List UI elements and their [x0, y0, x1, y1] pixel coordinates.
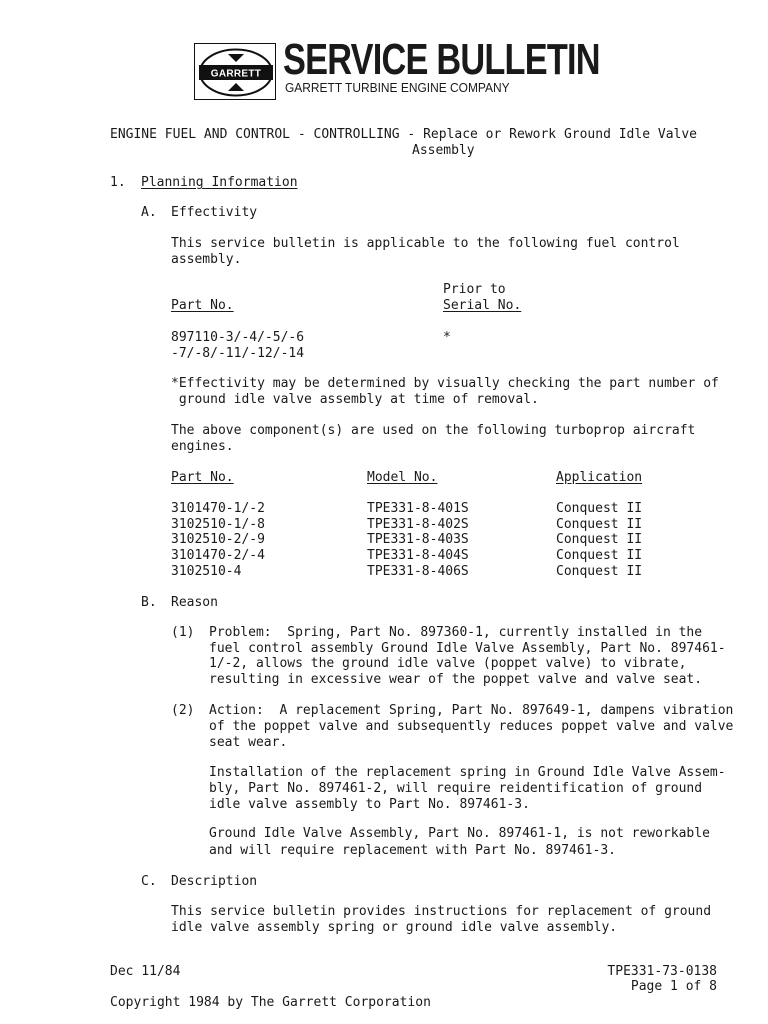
engine-table-cell: 3101470-1/-2: [171, 501, 265, 516]
subsection-c-letter: C.: [141, 874, 157, 889]
subsection-b-letter: B.: [141, 595, 157, 610]
problem-text-line: 1/-2, allows the ground idle valve (poppet valve) to vibrate,: [209, 656, 687, 671]
installation-text-line: idle valve assembly to Part No. 897461-3.: [209, 797, 530, 812]
installation-text-line: Installation of the replacement spring in Ground Idle Valve Assem-: [209, 765, 726, 780]
company-name: GARRETT TURBINE ENGINE COMPANY: [285, 80, 510, 95]
engine-table-cell: 3101470-2/-4: [171, 548, 265, 563]
effectivity-intro-line: This service bulletin is applicable to the following fuel control: [171, 236, 680, 251]
footer-doc-number: TPE331-73-0138: [607, 964, 717, 979]
serial-asterisk: *: [443, 330, 451, 345]
fuel-control-part-number: 897110-3/-4/-5/-6: [171, 330, 305, 345]
action-text-line: seat wear.: [209, 735, 288, 750]
engine-table-cell: TPE331-8-401S: [367, 501, 469, 516]
effectivity-note-line: *Effectivity may be determined by visually checking the part number of: [171, 376, 719, 391]
engines-intro-line: The above component(s) are used on the following turboprop aircraft: [171, 423, 696, 438]
engine-table-cell: 3102510-2/-9: [171, 532, 265, 547]
logo-text: GARRETT: [210, 68, 262, 80]
installation-text-line: bly, Part No. 897461-2, will require reidentification of ground: [209, 781, 703, 796]
engine-table-cell: 3102510-1/-8: [171, 517, 265, 532]
engine-table-cell: TPE331-8-404S: [367, 548, 469, 563]
engine-table-cell: Conquest II: [556, 501, 643, 516]
serial-no-header: Serial No.: [443, 298, 522, 313]
engines-intro-line: engines.: [171, 439, 234, 454]
bulletin-title: SERVICE BULLETIN: [283, 35, 600, 84]
reason-item-number: (2): [171, 703, 195, 718]
subject-line-2: Assembly: [412, 143, 475, 158]
problem-text-line: fuel control assembly Ground Idle Valve Assembly, Part No. 897461-: [209, 641, 726, 656]
footer-date: Dec 11/84: [110, 964, 181, 979]
fuel-control-part-number: -7/-8/-11/-12/-14: [171, 346, 305, 361]
subsection-a-title: Effectivity: [171, 205, 258, 220]
subject-line-1: ENGINE FUEL AND CONTROL - CONTROLLING - Replace or Rework Ground Idle Valve: [110, 127, 697, 142]
subsection-b-title: Reason: [171, 595, 218, 610]
replacement-text-line: and will require replacement with Part No. 897461-3.: [209, 843, 616, 858]
subsection-c-title: Description: [171, 874, 258, 889]
part-no-header: Part No.: [171, 298, 234, 313]
section-title: Planning Information: [141, 175, 298, 190]
engine-table-cell: Conquest II: [556, 517, 643, 532]
description-text-line: This service bulletin provides instructions for replacement of ground: [171, 904, 712, 919]
effectivity-note-line: ground idle valve assembly at time of removal.: [171, 392, 539, 407]
replacement-text-line: Ground Idle Valve Assembly, Part No. 897461-1, is not reworkable: [209, 826, 710, 841]
garrett-logo-emblem: [195, 44, 277, 101]
engine-table-header-application: Application: [556, 470, 643, 485]
footer-page-number: Page 1 of 8: [630, 979, 717, 994]
problem-text-line: resulting in excessive wear of the poppet valve and valve seat.: [209, 672, 703, 687]
engine-table-cell: 3102510-4: [171, 564, 242, 579]
action-text-line: of the poppet valve and subsequently reduces poppet valve and valve: [209, 719, 734, 734]
engine-table-header-model: Model No.: [367, 470, 438, 485]
engine-table-cell: Conquest II: [556, 532, 643, 547]
description-text-line: idle valve assembly spring or ground idle valve assembly.: [171, 920, 618, 935]
footer-copyright: Copyright 1984 by The Garrett Corporation: [110, 995, 431, 1010]
problem-text-line: Problem: Spring, Part No. 897360-1, currently installed in the: [209, 625, 703, 640]
prior-to-header: Prior to: [443, 282, 506, 297]
subsection-a-letter: A.: [141, 205, 157, 220]
section-number: 1.: [110, 175, 126, 190]
engine-table-cell: TPE331-8-406S: [367, 564, 469, 579]
engine-table-cell: TPE331-8-403S: [367, 532, 469, 547]
engine-table-header-part: Part No.: [171, 470, 234, 485]
engine-table-cell: Conquest II: [556, 564, 643, 579]
reason-item-number: (1): [171, 625, 195, 640]
garrett-logo: [194, 43, 276, 100]
effectivity-intro-line: assembly.: [171, 252, 242, 267]
engine-table-cell: TPE331-8-402S: [367, 517, 469, 532]
engine-table-cell: Conquest II: [556, 548, 643, 563]
action-text-line: Action: A replacement Spring, Part No. 897649-1, dampens vibration: [209, 703, 734, 718]
